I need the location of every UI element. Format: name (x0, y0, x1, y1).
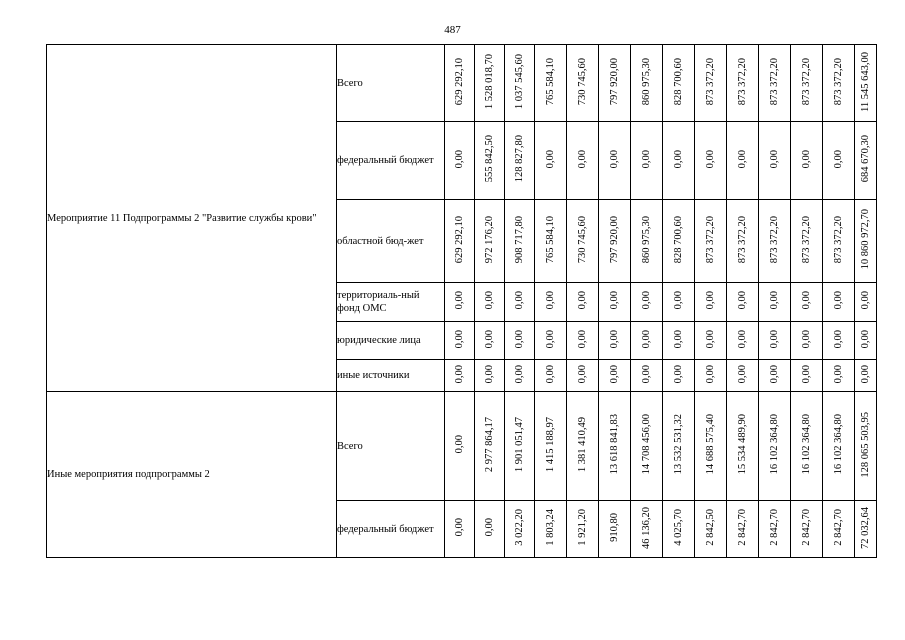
amount-cell (695, 501, 727, 558)
amount-cell (505, 322, 535, 360)
amount-cell (695, 392, 727, 501)
amount-value: 0,00 (736, 149, 748, 169)
amount-value: 0,00 (859, 364, 871, 384)
amount-cell (791, 501, 823, 558)
amount-cell (599, 360, 631, 392)
amount-value: 797 920,00 (608, 57, 620, 106)
amount-cell (445, 122, 475, 200)
amount-value: 0,00 (704, 291, 716, 310)
amount-cell (855, 322, 877, 360)
amount-cell (505, 283, 535, 322)
amount-cell (475, 283, 505, 322)
amount-cell (791, 200, 823, 283)
amount-value: 0,00 (576, 364, 588, 384)
funding-source: Всего (337, 45, 445, 122)
amount-cell (823, 501, 855, 558)
amount-cell (445, 283, 475, 322)
amount-cell (823, 200, 855, 283)
amount-value: 0,00 (800, 149, 812, 169)
amount-value: 730 745,60 (576, 57, 588, 106)
amount-value: 2 842,50 (704, 509, 716, 546)
amount-value: 873 372,20 (800, 57, 812, 106)
amount-value: 0,00 (483, 364, 495, 384)
amount-value: 0,00 (608, 329, 620, 349)
amount-cell (567, 45, 599, 122)
amount-value: 0,00 (608, 291, 620, 310)
amount-value: 910,80 (608, 513, 620, 542)
amount-cell (505, 392, 535, 501)
amount-value: 1 037 545,60 (513, 53, 525, 110)
amount-cell (695, 360, 727, 392)
amount-cell (695, 122, 727, 200)
amount-value: 46 136,20 (640, 506, 652, 549)
amount-value: 0,00 (832, 329, 844, 349)
amount-cell (475, 501, 505, 558)
amount-value: 2 842,70 (768, 509, 780, 546)
amount-cell (823, 122, 855, 200)
amount-value: 908 717,80 (513, 215, 525, 264)
amount-value: 0,00 (832, 364, 844, 384)
amount-value: 0,00 (576, 291, 588, 310)
amount-value: 730 745,60 (576, 215, 588, 264)
amount-cell (823, 45, 855, 122)
amount-value: 72 032,64 (859, 506, 871, 549)
amount-value: 1 528 018,70 (483, 53, 495, 110)
amount-cell (599, 322, 631, 360)
funding-source: Всего (337, 392, 445, 501)
amount-value: 0,00 (640, 149, 652, 169)
amount-cell (663, 45, 695, 122)
amount-value: 0,00 (453, 364, 465, 384)
amount-cell (695, 200, 727, 283)
amount-cell (475, 360, 505, 392)
amount-cell (663, 122, 695, 200)
amount-value: 0,00 (640, 291, 652, 310)
amount-value: 797 920,00 (608, 215, 620, 264)
amount-value: 0,00 (576, 149, 588, 169)
amount-value: 10 860 972,70 (859, 209, 871, 270)
amount-value: 873 372,20 (704, 215, 716, 264)
amount-cell (823, 360, 855, 392)
amount-value: 0,00 (832, 291, 844, 310)
amount-cell (663, 501, 695, 558)
amount-cell (631, 322, 663, 360)
amount-cell (505, 45, 535, 122)
amount-value: 873 372,20 (736, 215, 748, 264)
amount-cell (599, 45, 631, 122)
amount-cell (599, 501, 631, 558)
amount-value: 2 977 864,17 (483, 416, 495, 473)
amount-cell (631, 501, 663, 558)
amount-value: 0,00 (704, 364, 716, 384)
amount-value: 0,00 (832, 149, 844, 169)
amount-cell (535, 322, 567, 360)
amount-cell (791, 322, 823, 360)
amount-cell (759, 45, 791, 122)
amount-value: 0,00 (672, 329, 684, 349)
amount-cell (631, 392, 663, 501)
amount-value: 0,00 (672, 149, 684, 169)
amount-cell (535, 501, 567, 558)
amount-cell (759, 283, 791, 322)
amount-cell (727, 501, 759, 558)
funding-source: федеральный бюджет (337, 122, 445, 200)
amount-cell (759, 200, 791, 283)
amount-value: 2 842,70 (800, 509, 812, 546)
amount-cell (791, 45, 823, 122)
amount-cell (727, 45, 759, 122)
amount-cell (663, 200, 695, 283)
amount-cell (505, 122, 535, 200)
amount-value: 0,00 (736, 364, 748, 384)
amount-value: 128 827,80 (513, 135, 525, 183)
amount-cell (759, 360, 791, 392)
amount-value: 0,00 (483, 291, 495, 310)
amount-cell (823, 322, 855, 360)
amount-value: 860 975,30 (640, 57, 652, 106)
amount-value: 873 372,20 (736, 57, 748, 106)
amount-cell (855, 501, 877, 558)
amount-value: 873 372,20 (768, 57, 780, 106)
amount-value: 0,00 (768, 329, 780, 349)
amount-cell (445, 501, 475, 558)
amount-value: 0,00 (544, 329, 556, 349)
amount-cell (505, 360, 535, 392)
amount-value: 1 921,20 (576, 509, 588, 546)
amount-cell (823, 283, 855, 322)
amount-cell (567, 200, 599, 283)
amount-value: 0,00 (544, 364, 556, 384)
amount-value: 0,00 (453, 149, 465, 169)
amount-value: 14 708 456,00 (640, 414, 652, 475)
amount-value: 828 700,60 (672, 57, 684, 106)
amount-cell (475, 200, 505, 283)
amount-cell (663, 283, 695, 322)
funding-source: юридические лица (337, 322, 445, 360)
amount-value: 16 102 364,80 (800, 414, 812, 475)
amount-value: 14 688 575,40 (704, 414, 716, 475)
amount-cell (445, 45, 475, 122)
amount-value: 1 901 051,47 (513, 416, 525, 473)
amount-value: 0,00 (704, 329, 716, 349)
amount-value: 0,00 (544, 291, 556, 310)
amount-cell (631, 283, 663, 322)
table-body (47, 45, 877, 558)
amount-value: 0,00 (608, 364, 620, 384)
amount-value: 873 372,20 (800, 215, 812, 264)
amount-value: 860 975,30 (640, 215, 652, 264)
amount-cell (535, 45, 567, 122)
amount-value: 4 025,70 (672, 509, 684, 546)
amount-cell (695, 322, 727, 360)
funding-source: территориаль-ный фонд ОМС (337, 283, 445, 322)
table-row (47, 392, 877, 501)
amount-cell (663, 392, 695, 501)
amount-cell (599, 122, 631, 200)
amount-value: 0,00 (513, 329, 525, 349)
amount-cell (727, 200, 759, 283)
amount-cell (475, 322, 505, 360)
amount-value: 11 545 643,00 (859, 51, 871, 112)
amount-value: 1 803,24 (544, 509, 556, 546)
amount-value: 16 102 364,80 (832, 414, 844, 475)
amount-cell (535, 122, 567, 200)
amount-value: 0,00 (768, 149, 780, 169)
page-number: 487 (444, 24, 461, 36)
amount-value: 0,00 (736, 329, 748, 349)
amount-cell (855, 360, 877, 392)
amount-cell (855, 122, 877, 200)
amount-cell (475, 45, 505, 122)
amount-cell (855, 283, 877, 322)
amount-value: 0,00 (859, 291, 871, 310)
amount-cell (475, 392, 505, 501)
amount-cell (535, 392, 567, 501)
amount-value: 0,00 (576, 329, 588, 349)
amount-cell (791, 392, 823, 501)
amount-value: 0,00 (453, 518, 465, 537)
amount-cell (663, 360, 695, 392)
amount-cell (727, 122, 759, 200)
amount-value: 13 618 841,83 (608, 414, 620, 475)
funding-source: областной бюд-жет (337, 200, 445, 283)
amount-cell (791, 283, 823, 322)
amount-value: 0,00 (800, 329, 812, 349)
amount-cell (505, 200, 535, 283)
amount-cell (727, 392, 759, 501)
amount-value: 0,00 (513, 291, 525, 310)
amount-value: 16 102 364,80 (768, 414, 780, 475)
amount-value: 765 584,10 (544, 57, 556, 106)
amount-cell (567, 501, 599, 558)
amount-value: 873 372,20 (832, 57, 844, 106)
amount-cell (445, 322, 475, 360)
amount-cell (759, 392, 791, 501)
amount-cell (631, 360, 663, 392)
amount-value: 0,00 (608, 149, 620, 169)
amount-value: 1 381 410,49 (576, 416, 588, 473)
amount-value: 15 534 489,90 (736, 414, 748, 475)
amount-cell (759, 122, 791, 200)
amount-cell (445, 200, 475, 283)
amount-value: 765 584,10 (544, 215, 556, 264)
amount-value: 0,00 (768, 291, 780, 310)
measure-name: Мероприятие 11 Подпрограммы 2 "Развитие службы крови" (47, 45, 337, 392)
amount-cell (663, 322, 695, 360)
amount-value: 3 022,20 (513, 509, 525, 546)
amount-value: 0,00 (640, 329, 652, 349)
amount-value: 13 532 531,32 (672, 414, 684, 475)
measure-name: Иные мероприятия подпрограммы 2 (47, 392, 337, 558)
amount-value: 972 176,20 (483, 215, 495, 264)
amount-value: 0,00 (736, 291, 748, 310)
amount-cell (475, 122, 505, 200)
amount-value: 0,00 (453, 435, 465, 454)
amount-cell (599, 392, 631, 501)
amount-value: 0,00 (544, 149, 556, 169)
amount-cell (631, 200, 663, 283)
amount-cell (727, 322, 759, 360)
amount-cell (599, 283, 631, 322)
amount-cell (535, 200, 567, 283)
amount-value: 0,00 (483, 329, 495, 349)
amount-value: 2 842,70 (736, 509, 748, 546)
amount-value: 629 292,10 (453, 57, 465, 106)
amount-value: 128 065 503,95 (859, 411, 871, 478)
amount-value: 1 415 188,97 (544, 416, 556, 473)
amount-value: 0,00 (453, 329, 465, 349)
amount-cell (445, 392, 475, 501)
amount-cell (727, 283, 759, 322)
table-row (47, 45, 877, 122)
amount-value: 873 372,20 (704, 57, 716, 106)
amount-value: 0,00 (704, 149, 716, 169)
funding-source: иные источники (337, 360, 445, 392)
amount-cell (599, 200, 631, 283)
amount-value: 0,00 (513, 364, 525, 384)
funding-source: федеральный бюджет (337, 501, 445, 558)
amount-cell (695, 45, 727, 122)
amount-value: 629 292,10 (453, 215, 465, 264)
amount-value: 828 700,60 (672, 215, 684, 264)
amount-value: 0,00 (768, 364, 780, 384)
amount-cell (855, 392, 877, 501)
amount-cell (791, 122, 823, 200)
amount-cell (855, 200, 877, 283)
amount-cell (759, 322, 791, 360)
amount-cell (631, 122, 663, 200)
amount-value: 0,00 (672, 291, 684, 310)
amount-cell (791, 360, 823, 392)
amount-cell (567, 122, 599, 200)
amount-cell (855, 45, 877, 122)
amount-cell (823, 392, 855, 501)
amount-value: 0,00 (800, 364, 812, 384)
amount-cell (759, 501, 791, 558)
amount-value: 0,00 (453, 291, 465, 310)
amount-value: 873 372,20 (832, 215, 844, 264)
amount-value: 0,00 (859, 329, 871, 349)
budget-table (46, 44, 877, 558)
amount-value: 0,00 (640, 364, 652, 384)
amount-value: 2 842,70 (832, 509, 844, 546)
amount-value: 684 670,30 (859, 135, 871, 183)
amount-value: 0,00 (483, 518, 495, 537)
amount-value: 555 842,50 (483, 135, 495, 183)
amount-cell (535, 283, 567, 322)
amount-cell (727, 360, 759, 392)
amount-cell (695, 283, 727, 322)
amount-cell (567, 283, 599, 322)
amount-cell (631, 45, 663, 122)
amount-value: 0,00 (800, 291, 812, 310)
amount-cell (505, 501, 535, 558)
amount-cell (567, 322, 599, 360)
amount-value: 0,00 (672, 364, 684, 384)
amount-cell (567, 392, 599, 501)
amount-cell (535, 360, 567, 392)
amount-cell (445, 360, 475, 392)
amount-value: 873 372,20 (768, 215, 780, 264)
amount-cell (567, 360, 599, 392)
